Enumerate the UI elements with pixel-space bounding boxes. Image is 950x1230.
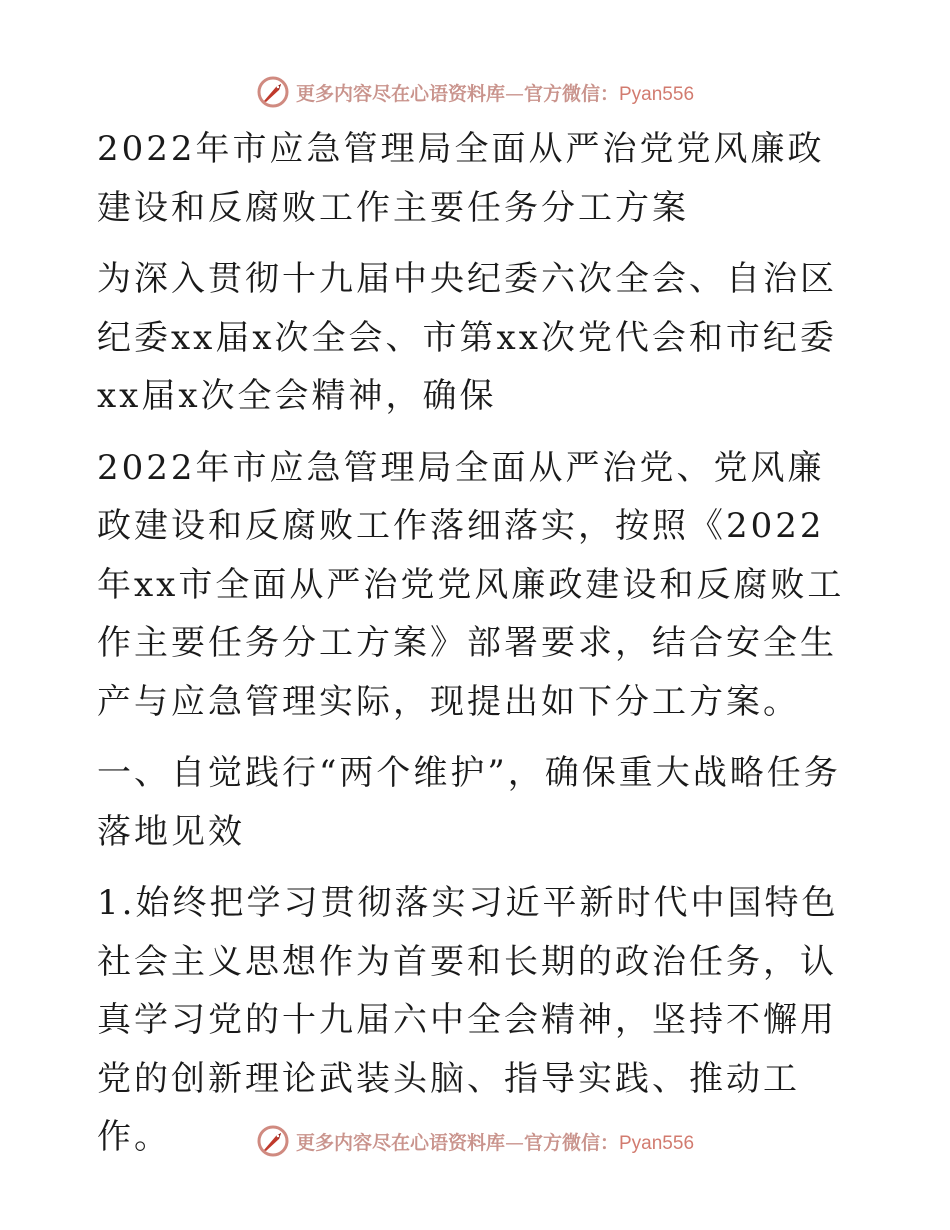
paragraph-1: 为深入贯彻十九届中央纪委六次全会、自治区纪委xx届x次全会、市第xx次党代会和市纪委xx届x次全会精神，确保 xyxy=(97,259,837,416)
watermark-separator: — xyxy=(504,82,524,105)
pen-nib-logo-icon xyxy=(256,1124,290,1158)
watermark-official: 官方微信： xyxy=(523,1131,619,1154)
paragraph-3: 1.始终把学习贯彻落实习近平新时代中国特色社会主义思想作为首要和长期的政治任务，认真学习党的十九届六中全会精神，坚持不懈用党的创新理论武装头脑、指导实践、推动工作。 xyxy=(97,883,839,1157)
watermark-main: 更多内容尽在心语资料库 xyxy=(295,1131,505,1154)
section-heading-1: 一、自觉践行“两个维护”，确保重大战略任务落地见效 xyxy=(97,753,841,852)
footer-watermark-banner xyxy=(0,1119,950,1163)
watermark-text xyxy=(296,1128,694,1155)
watermark-separator: — xyxy=(504,1131,524,1154)
watermark-main: 更多内容尽在心语资料库 xyxy=(295,82,505,105)
watermark-wechat-id: Pyan556 xyxy=(619,83,695,105)
header-watermark-banner xyxy=(0,70,950,114)
watermark-text xyxy=(296,79,694,106)
watermark-wechat-id: Pyan556 xyxy=(619,1132,695,1154)
document-title: 2022年市应急管理局全面从严治党党风廉政建设和反腐败工作主要任务分工方案 xyxy=(97,129,825,228)
document-body xyxy=(97,120,857,1167)
paragraph-2: 2022年市应急管理局全面从严治党、党风廉政建设和反腐败工作落细落实，按照《2022年xx市全面从严治党党风廉政建设和反腐败工作主要任务分工方案》部署要求，结合安全生产与应急管理实际，现提出如下分工方案。 xyxy=(97,447,845,722)
pen-nib-logo-icon xyxy=(256,75,290,109)
watermark-official: 官方微信： xyxy=(523,82,619,105)
